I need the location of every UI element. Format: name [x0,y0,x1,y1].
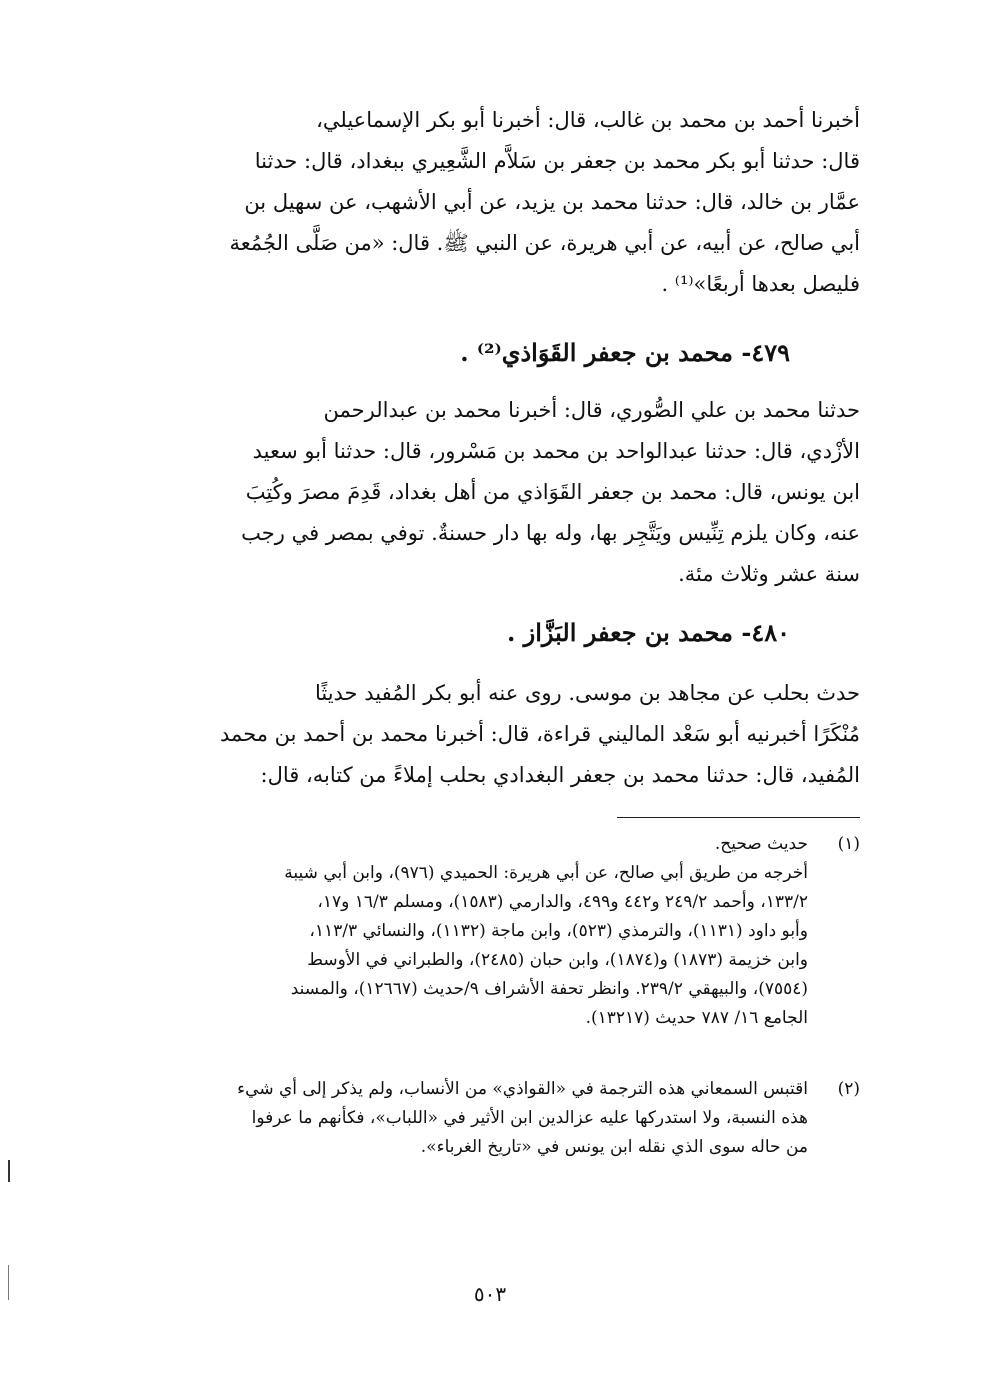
paragraph-line: أبي صالح، عن أبيه، عن أبي هريرة، عن النبي ﷺ. قال: «من صَلَّى الجُمُعة [229,231,860,255]
footnote-line: (٧٥٥٤)، والبيهقي ٢٣٩/٢. وانظر تحفة الأشراف ٩/حديث (١٢٦٦٧)، والمسند [290,979,808,999]
footnote-1 [140,830,860,1033]
footnote-line: الجامع ١٦/ ٧٨٧ حديث (١٣٢١٧). [585,1008,808,1028]
footnote-line: ١٣٣/٢، وأحمد ٢٤٩/٢ و٤٤٢ و٤٩٩، والدارمي (١٥٨٣)، ومسلم ١٦/٣ و١٧، [317,892,808,912]
footnote-line: أخرجه من طريق أبي صالح، عن أبي هريرة: الحميدي (٩٧٦)، وابن أبي شيبة [284,863,808,883]
entry-heading-480: ٤٨٠- محمد بن جعفر البَزَّاز . [506,618,790,647]
paragraph-line: عنه، وكان يلزم تِنِّيس ويَتَّجِر بها، وله بها دار حسنةٌ. توفي بمصر في رجب [241,521,860,545]
footnote-line: من حاله سوى الذي نقله ابن يونس في «تاريخ الغرباء». [420,1137,808,1157]
paragraph-line: ابن يونس، قال: محمد بن جعفر القَوَاذي من أهل بغداد، قَدِمَ مصرَ وكُتِبَ [245,480,860,504]
entry-heading-479: ٤٧٩- محمد بن جعفر القَوَاذي⁽²⁾ . [460,338,790,367]
paragraph-3 [140,673,860,796]
paragraph-line: مُنْكَرًا أخبرنيه أبو سَعْد الماليني قراءة، قال: أخبرنا محمد بن أحمد بن محمد [220,722,860,746]
paragraph-line: حدث بحلب عن مجاهد بن موسى. روى عنه أبو بكر المُفيد حديثًا [314,681,860,705]
paragraph-line: سنة عشر وثلاث مئة. [678,562,860,586]
scan-artifact-mark [8,1265,9,1300]
footnote-line: وابن خزيمة (١٨٧٣) و(١٨٧٤)، وابن حبان (٢٤٨٥)، والطبراني في الأوسط [307,950,808,970]
footnote-number: (٢) [837,1079,860,1099]
footnote-number: (١) [837,834,860,854]
footnote-separator [617,817,860,818]
footnote-line: وأبو داود (١١٣١)، والترمذي (٥٢٣)، وابن ماجة (١١٣٢)، والنسائي ١١٣/٣، [309,921,808,941]
footnote-line: هذه النسبة، ولا استدركها عليه عزالدين ابن الأثير في «اللباب»، فكأنهم ما عرفوا [251,1108,808,1128]
paragraph-line: فليصل بعدها أربعًا»⁽¹⁾ . [661,272,860,296]
paragraph-2 [140,390,860,595]
paragraph-line: قال: حدثنا أبو بكر محمد بن جعفر بن سَلاَّم الشَّعِيري ببغداد، قال: حدثنا [254,149,860,173]
paragraph-line: الأزْدي، قال: حدثنا عبدالواحد بن محمد بن مَسْرور، قال: حدثنا أبو سعيد [252,439,860,463]
paragraph-1 [140,100,860,305]
scan-artifact-mark [8,1160,10,1182]
page-number: ٥٠٣ [473,1282,507,1306]
paragraph-line: عمَّار بن خالد، قال: حدثنا محمد بن يزيد، عن أبي الأشهب، عن سهيل بن [244,190,860,214]
footnote-line: حديث صحيح. [714,834,808,854]
paragraph-line: أخبرنا أحمد بن محمد بن غالب، قال: أخبرنا أبو بكر الإسماعيلي، [316,108,860,132]
paragraph-line: المُفيد، قال: حدثنا محمد بن جعفر البغدادي بحلب إملاءً من كتابه، قال: [260,763,860,787]
footnote-line: اقتبس السمعاني هذه الترجمة في «القواذي» من الأنساب، ولم يذكر إلى أي شيء [237,1079,808,1099]
paragraph-line: حدثنا محمد بن علي الصُّوري، قال: أخبرنا محمد بن عبدالرحمن [323,398,860,422]
footnote-2 [140,1075,860,1162]
